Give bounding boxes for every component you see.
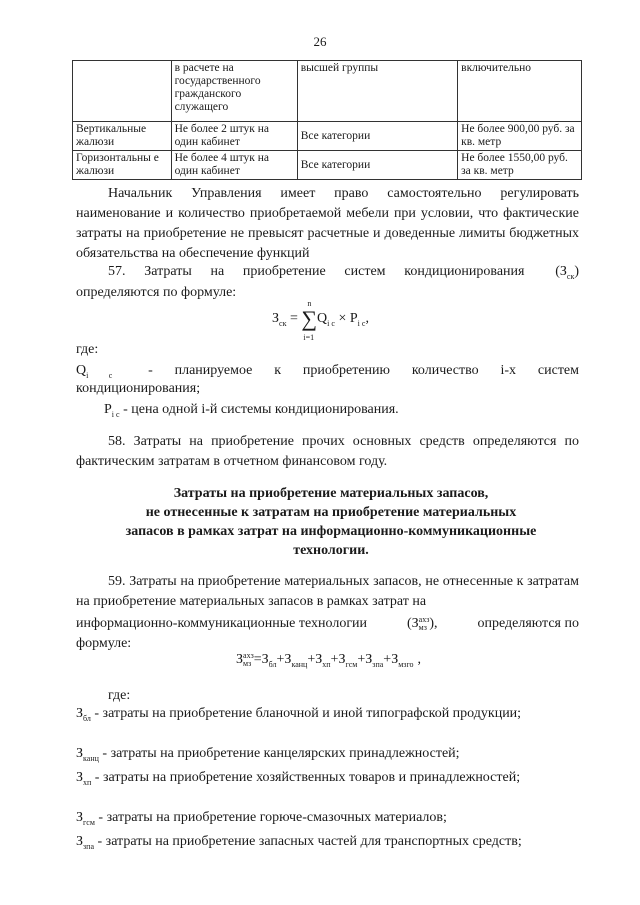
paragraph-59: 59. Затраты на приобретение материальных запасов, не отнесенные к затратам на приобретение материальных запасов в рамках затрат на bbox=[76, 574, 579, 609]
paragraph-58: 58. Затраты на приобретение прочих основных средств определяются по фактическим затратам в отчетном финансовом году. bbox=[76, 434, 579, 469]
table-cell: Не более 4 штук на один кабинет bbox=[171, 151, 297, 180]
definition-q-cont: кондиционирования; bbox=[76, 381, 201, 396]
heading-line: Затраты на приобретение материальных запасов, bbox=[173, 486, 489, 501]
f59-end: , bbox=[417, 652, 422, 668]
paragraph-57-text: 57. Затраты на приобретение систем кондиционирования bbox=[108, 264, 525, 279]
def-p-sub: i с bbox=[111, 409, 120, 419]
symbol-zmz bbox=[407, 614, 438, 634]
def-p-text: - цена одной i-й системы кондиционирования. bbox=[119, 402, 399, 417]
f59-plus: +З bbox=[383, 652, 399, 668]
p59-text-a: информационно-коммуникационные технологии bbox=[76, 616, 368, 631]
def-text: - затраты на приобретение горюче-смазочных материалов; bbox=[94, 810, 447, 825]
table-cell: Вертикальные жалюзи bbox=[73, 122, 172, 151]
table-cell: Все категории bbox=[297, 151, 457, 180]
f59-plus: +З bbox=[357, 652, 373, 668]
where-label-2: где: bbox=[108, 688, 131, 703]
page-number: 26 bbox=[313, 34, 327, 49]
furniture-table bbox=[72, 60, 582, 180]
paragraph-59-line3: формуле: bbox=[76, 636, 132, 651]
table-cell: Не более 2 штук на один кабинет bbox=[171, 122, 297, 151]
def-symbol: З bbox=[76, 746, 84, 761]
sum-symbol: ∑ n i=1 bbox=[301, 299, 318, 342]
table-row bbox=[73, 61, 582, 122]
paragraph-59-line2 bbox=[76, 614, 579, 634]
f59-t2: канц bbox=[291, 660, 308, 670]
f59-plus: +З bbox=[307, 652, 323, 668]
definition-item bbox=[76, 744, 579, 769]
formula-lhs-sub: ск bbox=[279, 318, 287, 328]
table-cell: включительно bbox=[458, 61, 582, 122]
f59-t6: мзго bbox=[398, 660, 414, 670]
def-sub: бл bbox=[83, 713, 91, 723]
f59-lhs-sup: axз bbox=[243, 651, 254, 660]
def-symbol: З bbox=[76, 706, 84, 721]
f59-t5: зпа bbox=[372, 660, 384, 670]
sum-top: n bbox=[307, 299, 312, 308]
f59-t4: гсм bbox=[345, 660, 358, 670]
sym-sup: axз bbox=[418, 614, 430, 624]
formula-57 bbox=[272, 299, 369, 342]
heading-line: запасов в рамках затрат на информационно-коммуникационные bbox=[125, 524, 537, 539]
formula-q: Q bbox=[317, 311, 328, 326]
definition-item bbox=[76, 808, 579, 833]
def-q-sub: i с bbox=[86, 370, 113, 380]
table-cell: в расчете на государственного гражданского служащего bbox=[171, 61, 297, 122]
def-text: - затраты на приобретение канцелярских принадлежностей; bbox=[98, 746, 460, 761]
table-cell: Все категории bbox=[297, 122, 457, 151]
table-row bbox=[73, 122, 582, 151]
heading-line: не отнесенные к затратам на приобретение материальных bbox=[145, 505, 517, 520]
symbol-letter: (З bbox=[555, 264, 567, 279]
table-cell: высшей группы bbox=[297, 61, 457, 122]
f59-t1: бл bbox=[268, 660, 277, 670]
def-symbol: З bbox=[76, 810, 84, 825]
table-cell bbox=[73, 61, 172, 122]
def-q-text: - планируемое к приобретению количество i-х систем bbox=[148, 363, 580, 378]
def-symbol: З bbox=[76, 770, 84, 785]
table-cell: Не более 1550,00 руб. за кв. метр bbox=[458, 151, 582, 180]
def-text: - затраты на приобретение запасных частей для транспортных средств; bbox=[94, 834, 522, 849]
symbol-sub: ск bbox=[566, 271, 575, 281]
def-sub: гсм bbox=[83, 817, 95, 827]
symbol-zsk bbox=[555, 264, 579, 279]
f59-plus: +З bbox=[276, 652, 292, 668]
heading-line: технологии. bbox=[293, 543, 369, 558]
sym-letter: З bbox=[411, 616, 419, 631]
def-p-symbol: P bbox=[104, 402, 112, 417]
section-heading bbox=[96, 484, 566, 560]
f59-lhs-sub: мз bbox=[243, 659, 252, 668]
formula-end: , bbox=[365, 311, 369, 326]
def-sub: хп bbox=[83, 777, 92, 787]
formula-eq: = bbox=[286, 311, 302, 326]
paragraph-chief: Начальник Управления имеет право самостоятельно регулировать наименование и количество приобретаемой мебели при условии, что фактические затраты на приобретение не превысят расчетные и доведенные лимиты бюджетных обязательства на обеспечение функций bbox=[76, 186, 579, 261]
f59-plus: +З bbox=[330, 652, 346, 668]
f59-rhs: =З bbox=[253, 652, 269, 668]
sum-bottom: i=1 bbox=[303, 333, 315, 342]
formula-times: × bbox=[334, 311, 350, 326]
table-row bbox=[73, 151, 582, 180]
definition-item bbox=[76, 768, 579, 793]
p59-text-b: определяются по bbox=[477, 616, 579, 631]
sym-sub: мз bbox=[418, 622, 427, 632]
def-text: - затраты на приобретение бланочной и иной типографской продукции; bbox=[90, 706, 522, 721]
paragraph-57-cont: определяются по формуле: bbox=[76, 285, 237, 300]
sym-open: ( bbox=[406, 616, 412, 631]
formula-q-sub: i с bbox=[327, 318, 335, 328]
formula-lhs: З bbox=[272, 311, 280, 326]
where-label: где: bbox=[76, 342, 99, 357]
def-q-symbol: Q bbox=[76, 363, 87, 378]
definition-item bbox=[76, 704, 579, 729]
sym-close: ), bbox=[429, 616, 438, 631]
f59-lhs: З bbox=[236, 652, 244, 668]
formula-p: P bbox=[349, 311, 358, 326]
def-text: - затраты на приобретение хозяйственных товаров и принадлежностей; bbox=[91, 770, 521, 785]
def-sub: канц bbox=[83, 753, 99, 763]
definition-item bbox=[76, 832, 579, 857]
f59-t3: хп bbox=[322, 660, 331, 670]
definition-p bbox=[104, 400, 574, 425]
table-cell: Не более 900,00 руб. за кв. метр bbox=[458, 122, 582, 151]
table-cell: Горизонтальны е жалюзи bbox=[73, 151, 172, 180]
symbol-close: ) bbox=[574, 264, 579, 279]
def-symbol: З bbox=[76, 834, 84, 849]
formula-59 bbox=[236, 652, 421, 669]
def-sub: зпа bbox=[83, 841, 95, 851]
formula-p-sub: i с bbox=[357, 318, 366, 328]
